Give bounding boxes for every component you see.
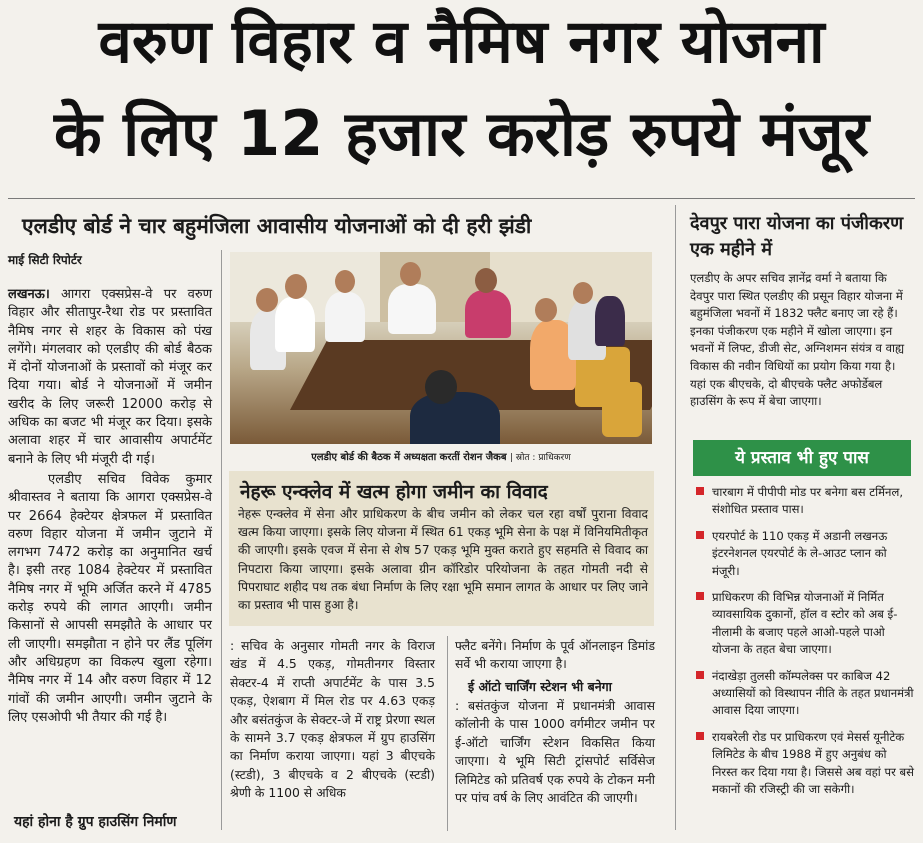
headline-line-2: के लिए 12 हजार करोड़ रुपये मंजूर [53,97,870,170]
left-column-text [8,286,212,727]
column-divider-left [221,250,222,830]
bullet-icon [696,732,704,740]
meeting-photo [230,252,652,444]
left-para-1: आगरा एक्सप्रेस-वे पर वरुण विहार और सीतापुर-रैथा रोड पर प्रस्तावित नैमिष नगर से शहर के विकास को पंख लगेंगे। मंगलवार को एलडीए की बोर्ड बैठक में दोनों योजनाओं के प्रस्तावों को मंजूर कर दिया गया। बोर्ड ने योजनाओं में जमीन खरीद के लिए जरूरी 12000 करोड़ से अधिक का बजट भी मंजूर कर दिया। इसके अलावा शहर में चार आवासीय अपार्टमेंट बनाने के लिए भी मंजूरी दी गई। [8,287,212,467]
bullet-icon [696,487,704,495]
list-item: रायबरेली रोड पर प्राधिकरण एवं मेसर्स यूनीटेक लिमिटेड के बीच 1988 में हुए अनुबंध को निरस्त कर दिया गया है। जिससे अब वहां पर बसे मकानों की रजिस्ट्री की जा सकेगी। [692,729,914,799]
column-divider-right [675,205,676,830]
left-subhead: यहां होना है ग्रुप हाउसिंग निर्माण [14,814,177,830]
sidebar-heading: देवपुर पारा योजना का पंजीकरण एक महीने में [690,213,904,260]
middle-column-text: : सचिव के अनुसार गोमती नगर के विराज खंड में 4.5 एकड़, गोमतीनगर विस्तार सेक्टर-4 में राप्ती अपार्टमेंट के पास 3.5 एकड़, ऐशबाग में मिल रोड पर 4.63 एकड़ और बसंतकुंज के सेक्टर-जे में राष्ट्र प्रेरणा स्थल के सामने 3.7 एकड़ क्षेत्रफल में ग्रुप हाउसिंग का निर्माण कराया जाएगा। यहां 3 बीएचके (स्टडी), 3 बीएचके व 2 बीएचके (स्टडी) श्रेणी के 1100 से अधिक [230,638,435,801]
sidebar-text: एलडीए के अपर सचिव ज्ञानेंद्र वर्मा ने बताया कि देवपुर पारा स्थित एलडीए की प्रसून विहार योजना में बहुमंजिला भवनों में 1832 फ्लैट बनाए जा रहे हैं। इनका पंजीकरण एक महीने में खोला जाएगा। इन भवनों में लिफ्ट, डीजी सेट, अग्निशमन संयंत्र व वाह्य विकास की नवीन विधियों का प्रयोग किया गया है। यहां एक बीएचके, दो बीएचके फ्लैट अफोर्डेबल हाउसिंग के रूप में बेचा जाएगा। [690,271,905,409]
list-item: चारबाग में पीपीपी मोड पर बनेगा बस टर्मिनल, संशोधित प्रस्ताव पास। [692,484,914,519]
box-text: नेहरू एन्क्लेव में सेना और प्राधिकरण के बीच जमीन को लेकर चल रहा वर्षों पुराना विवाद खत्म किया जाएगा। इसके लिए योजना में स्थित 61 एकड़ भूमि सेना के पक्ष में विनियमितीकृत की जाएगी। इसके एवज में सेना से शेष 57 एकड़ भूमि मुक्त कराते हुए सहमति से विवाद का निपटारा किया जाएगा। इसके अलावा ग्रीन कॉरिडोर परियोजना के तहत गोमती नदी से पिपराघाट शहीद पथ तक बंधा निर्माण के लिए रक्षा भूमि समान लागत के आधार पर लिए जाने का प्रस्ताव भी पास हुआ है। [238,507,648,613]
proposals-passed-banner: ये प्रस्ताव भी हुए पास [693,440,911,476]
list-item: एयरपोर्ट के 110 एकड़ में अडानी लखनऊ इंटरनेशनल एयरपोर्ट के ले-आउट प्लान को मंजूरी। [692,528,914,580]
headline-line-1: वरुण विहार व नैमिष नगर योजना [98,7,825,77]
dateline: लखनऊ। [8,287,50,302]
photo-caption [230,447,652,469]
box-title: नेहरू एन्क्लेव में खत्म होगा जमीन का विवाद [240,481,548,503]
subheadline: एलडीए बोर्ड ने चार बहुमंजिला आवासीय योजनाओं को दी हरी झंडी [22,214,532,238]
photo-credit: | स्रोत : प्राधिकरण [510,453,571,463]
bullet-icon [696,592,704,600]
right-middle-text-2: : बसंतकुंज योजना में प्रधानमंत्री आवास कॉलोनी के पास 1000 वर्गमीटर जमीन पर ई-ऑटो चार्जिंग स्टेशन विकसित किया जाएगा। ये भूमि सिटी ट्रांसपोर्ट सर्विसेज लिमिटेड को प्रतिवर्ष एक रुपये के टोकन मनी पर पांच वर्ष के लिए आवंटित की जाएगी। [455,698,655,806]
right-middle-text-1: फ्लैट बनेंगे। निर्माण के पूर्व ऑनलाइन डिमांड सर्वे भी कराया जाएगा है। [455,638,655,672]
bullet-icon [696,531,704,539]
list-item: नंदाखेड़ा तुलसी कॉम्पलेक्स पर काबिज 42 अध्यासियों को विस्थापन नीति के तहत प्रधानमंत्री आवास दिया जाएगा। [692,668,914,720]
proposals-list [692,484,914,808]
headline-divider [8,198,915,199]
photo-caption-text: एलडीए बोर्ड की बैठक में अध्यक्षता करतीं रोशन जैकब [311,452,507,463]
e-auto-subhead: ई ऑटो चार्जिंग स्टेशन भी बनेगा [468,679,612,694]
column-divider-middle [447,636,448,831]
left-para-2: एलडीए सचिव विवेक कुमार श्रीवास्तव ने बताया कि आगरा एक्सप्रेस-वे पर 2664 हेक्टेयर क्षेत्रफल में प्रस्तावित वरुण विहार योजना में जमीन जुटाने में लगभग 7472 करोड़ का अनुमानित खर्च है। इसी तरह 1084 हेक्टेयर में प्रस्तावित नैमिष नगर में भूमि अर्जित करने में 4785 करोड़ रुपये की लागत आएगी। जमीन किसानों से आपसी समझौते के आधार पर ली जाएगी। समझौता न होने पर लैंड पूलिंग और अधिग्रहण का विकल्प खुला रहेगा। नैमिष नगर में 14 और वरुण विहार में 12 गांवों की जमीन आएगी। जमीन जुटाने के लिए एसओपी भी तैयार की गई है। [8,471,212,725]
bullet-icon [696,671,704,679]
byline: माई सिटी रिपोर्टर [8,253,82,267]
list-item: प्राधिकरण की विभिन्न योजनाओं में निर्मित व्यावसायिक दुकानों, हॉल व स्टोर को अब ई-नीलामी के बजाए पहले आओ-पहले पाओ योजना के तहत बेचा जाएगा। [692,589,914,659]
